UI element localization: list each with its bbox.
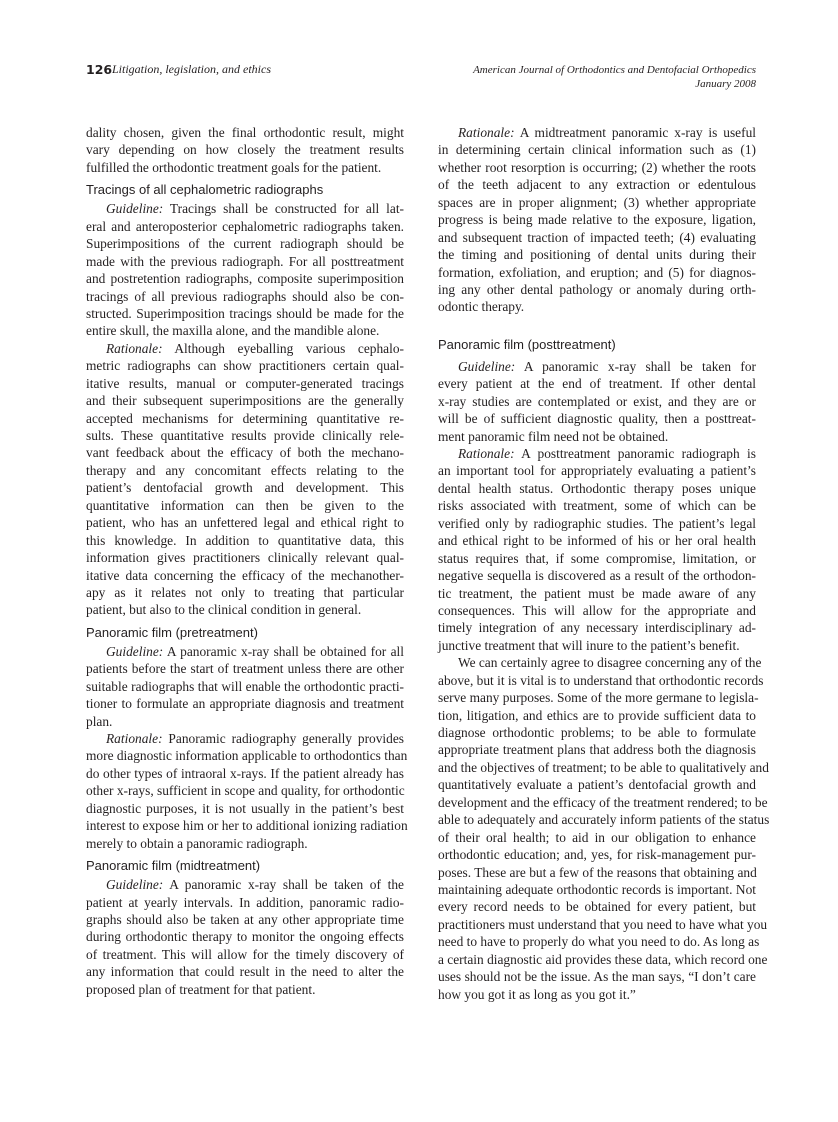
text-line: timely integration of any necessary interdisciplinary ad- <box>438 620 756 636</box>
text-line: Rationale: A midtreatment panoramic x-ray is useful <box>458 125 756 140</box>
paragraph-label: Rationale: <box>458 446 515 461</box>
text-line: every record needs to be obtained for every patient, but <box>438 899 756 915</box>
posttreatment-rationale-paragraph <box>438 445 756 654</box>
text-line: any information that could result in the need to alter the <box>86 964 404 980</box>
text-line: vant feedback about the efficacy of both the mechano- <box>86 445 404 461</box>
journal-citation <box>473 63 756 91</box>
text-line: consequences. This will allow for the appropriate and <box>438 602 756 618</box>
text-line: made with the previous radiograph. For all posttreatment <box>86 253 404 269</box>
left-column <box>86 124 408 998</box>
text-line: Guideline: A panoramic x-ray shall be taken of the <box>106 877 404 893</box>
posttreatment-guideline-paragraph <box>438 358 756 445</box>
paragraph-label: Guideline: <box>106 877 164 893</box>
text-line: whether root resorption is occurring; (2) whether the roots <box>438 159 756 175</box>
text-line: Superimpositions of the current radiograph should be <box>86 236 404 252</box>
right-column <box>438 124 770 1003</box>
section-heading-tracings: Tracings of all cephalometric radiographs <box>86 182 324 198</box>
section-heading-posttreatment: Panoramic film (posttreatment) <box>438 336 616 352</box>
text-line: information gives practitioners clinically relevant qual- <box>86 550 404 566</box>
paragraph-label: Guideline: <box>458 358 516 374</box>
text-line: serve many purposes. Some of the more germane to legisla- <box>438 690 759 706</box>
text-line: apy as it relates not only to treating that particular <box>86 584 404 600</box>
text-line: above, but it is vital is to understand that orthodontic records <box>438 672 764 688</box>
text-line: maintaining adequate orthodontic records is important. Not <box>438 881 756 897</box>
paragraph-label: Rationale: <box>458 125 515 140</box>
text-line: will be of sufficient diagnostic quality, then a posttreat- <box>438 411 756 427</box>
text-line: plan. <box>86 713 113 729</box>
text-line: do other types of intraoral x-rays. If the patient already has <box>86 765 404 781</box>
text-line: need to have to properly do what you need to do. As long as <box>438 934 760 950</box>
text-line: practitioners must understand that you need to have what you <box>438 916 768 932</box>
paragraph-label: Rationale: <box>106 340 163 356</box>
text-line: entire skull, the maxilla alone, and the mandible alone. <box>86 323 380 339</box>
text-line: appropriate treatment plans that address both the diagnosis <box>438 742 756 758</box>
text-line: able to adequately and accurately inform patients of the status <box>438 812 770 828</box>
text-line: risks associated with treatment, some of which can be <box>438 498 756 514</box>
text-line: the timing and positioning of dental units during their <box>438 247 756 263</box>
text-line: of their oral health; to aid in our obligation to enhance <box>438 829 756 845</box>
text-line: and the objectives of treatment; to be able to qualitatively and <box>438 759 769 775</box>
text-line: patient at yearly intervals. In addition, panoramic radio- <box>86 894 404 910</box>
text-line: and subsequent traction of impacted teeth; (4) evaluating <box>438 229 756 245</box>
text-line: Guideline: Tracings shall be constructed for all lat- <box>106 201 404 217</box>
text-line: dental health status. Orthodontic therapy poses unique <box>438 480 756 496</box>
text-line: metric radiographs can show practitioners certain qual- <box>86 358 404 374</box>
text-line: and ethical right to be informed of his or her oral health <box>438 533 756 549</box>
text-line: diagnose orthodontic problems; to be able to formulate <box>438 725 756 740</box>
text-line: development and the efficacy of the treatment rendered; to be <box>438 794 768 810</box>
section-heading-pretreatment: Panoramic film (pretreatment) <box>86 624 258 640</box>
running-title: Litigation, legislation, and ethics <box>112 62 271 76</box>
journal-name: American Journal of Orthodontics and Dentofacial Orthopedics <box>473 64 756 76</box>
text-line: more diagnostic information applicable to orthodontics than <box>86 748 408 764</box>
text-line: therapy and any concomitant effects relating to the <box>86 462 404 478</box>
issue-date: January 2008 <box>695 78 756 90</box>
text-line: patient’s dentofacial growth and development. This <box>86 480 404 496</box>
text-line: status requires that, if some compromise, limitation, or <box>438 550 756 566</box>
text-line: itative results, manual or computer-generated tracings <box>86 375 404 391</box>
text-line: suitable radiographs that will enable the orthodontic practi- <box>86 678 404 694</box>
pretreatment-rationale-paragraph <box>86 730 408 852</box>
text-line: interest to expose him or her to additional ionizing radiation <box>86 818 408 834</box>
text-line: progress is being made relative to the exposure, ligation, <box>438 212 756 228</box>
text-line: verified only by radiographic studies. The patient’s legal <box>438 515 756 531</box>
text-line: eral and anteroposterior cephalometric radiographs taken. <box>86 218 404 234</box>
text-line: proposed plan of treatment for that patient. <box>86 981 316 997</box>
text-line: sults. These quantitative results provide clinically rele- <box>86 428 404 443</box>
text-line: fulfilled the orthodontic treatment goals for the patient. <box>86 159 382 175</box>
text-line: merely to obtain a panoramic radiograph. <box>86 835 308 851</box>
text-line: Rationale: Although eyeballing various cephalo- <box>106 340 404 356</box>
text-line: in determining certain clinical information such as (1) <box>438 142 756 158</box>
text-line: formation, exfoliation, and eruption; and (5) for diagnos- <box>438 264 756 280</box>
text-line: tioner to formulate an appropriate diagnosis and treatment <box>86 696 404 712</box>
text-line: negative sequella is discovered as a result of the orthodon- <box>438 568 756 584</box>
text-line: spaces are in proper alignment; (3) whether appropriate <box>438 194 756 210</box>
conclusion-paragraph <box>438 654 770 1003</box>
text-line: odontic therapy. <box>438 299 525 315</box>
text-line: quantitative information can then be given to the <box>86 497 404 513</box>
text-line: ment panoramic film need not be obtained. <box>438 428 669 444</box>
paragraph-label: Rationale: <box>106 731 163 746</box>
text-line: itative data concerning the efficacy of the mechanother- <box>86 567 404 583</box>
text-line: of the teeth adjacent to any extraction or edentulous <box>438 177 756 193</box>
text-line: and their subsequent superimpositions are the generally <box>86 393 404 409</box>
text-line: accepted mechanisms for determining quantitative re- <box>86 410 404 426</box>
text-line: x-ray studies are contemplated or exist, and they are or <box>438 393 756 409</box>
tracings-guideline-paragraph <box>86 200 404 340</box>
text-line: junctive treatment that will inure to the patient’s benefit. <box>438 637 740 653</box>
text-line: tracings of all previous radiographs should also be con- <box>86 288 404 304</box>
text-line: and postretention radiographs, composite superimposition <box>86 271 404 287</box>
intro-paragraph <box>86 124 404 176</box>
text-line: quantitatively evaluate a patient’s dentofacial growth and <box>438 777 756 793</box>
text-line: Guideline: A panoramic x-ray shall be taken for <box>458 358 756 374</box>
text-line: this knowledge. In addition to quantitative data, this <box>86 532 404 548</box>
text-line: how you got it as long as you got it.” <box>438 986 636 1002</box>
paragraph-label: Guideline: <box>106 201 164 217</box>
text-line: patients before the start of treatment unless there are other <box>86 661 404 677</box>
running-header <box>86 62 756 102</box>
text-line: Guideline: A panoramic x-ray shall be obtained for all <box>106 643 404 659</box>
pretreatment-guideline-paragraph <box>86 643 404 730</box>
text-line: tic treatment, the patient must be made aware of any <box>438 585 756 601</box>
text-line: every patient at the end of treatment. If other dental <box>438 376 756 392</box>
text-line: patient, who has an unfettered legal and ethical right to <box>86 515 404 531</box>
text-line: We can certainly agree to disagree concerning any of the <box>458 655 762 671</box>
tracings-rationale-paragraph <box>86 340 404 619</box>
text-line: ing any other dental pathology or anomaly during orth- <box>438 281 756 297</box>
text-line: Rationale: A posttreatment panoramic radiograph is <box>458 446 756 461</box>
text-line: other x-rays, sufficient in scope and quality, for orthodontic <box>86 783 405 799</box>
text-line: orthodontic education; and, yes, for risk-management pur- <box>438 847 756 863</box>
page-number: 126 <box>86 62 113 77</box>
text-line: diagnostic purposes, it is not usually in the patient’s best <box>86 800 404 816</box>
paragraph-label: Guideline: <box>106 643 164 659</box>
text-line: patient, but also to the clinical condition in general. <box>86 602 362 618</box>
text-line: Rationale: Panoramic radiography generally provides <box>106 731 404 746</box>
text-line: tion, litigation, and ethics are to provide sufficient data to <box>438 707 756 723</box>
text-line: poses. These are but a few of the reasons that obtaining and <box>438 864 757 880</box>
section-heading-midtreatment: Panoramic film (midtreatment) <box>86 858 261 874</box>
text-line: dality chosen, given the final orthodontic result, might <box>86 125 404 140</box>
text-line: graphs should also be taken at any other appropriate time <box>86 911 404 927</box>
text-line: structed. Superimposition tracings should be made for the <box>86 305 404 321</box>
text-line: a certain diagnostic aid provides these data, which record one <box>438 951 768 967</box>
text-line: vary depending on how closely the treatment results <box>86 142 404 158</box>
text-line: uses should not be the issue. As the man says, “I don’t care <box>438 969 756 985</box>
midtreatment-guideline-paragraph <box>86 876 404 998</box>
midtreatment-rationale-paragraph <box>438 124 756 316</box>
text-line: of treatment. This will allow for the timely discovery of <box>86 946 404 962</box>
text-line: an important tool for appropriately evaluating a patient’s <box>438 463 756 479</box>
text-line: during orthodontic therapy to monitor the ongoing effects <box>86 929 404 945</box>
